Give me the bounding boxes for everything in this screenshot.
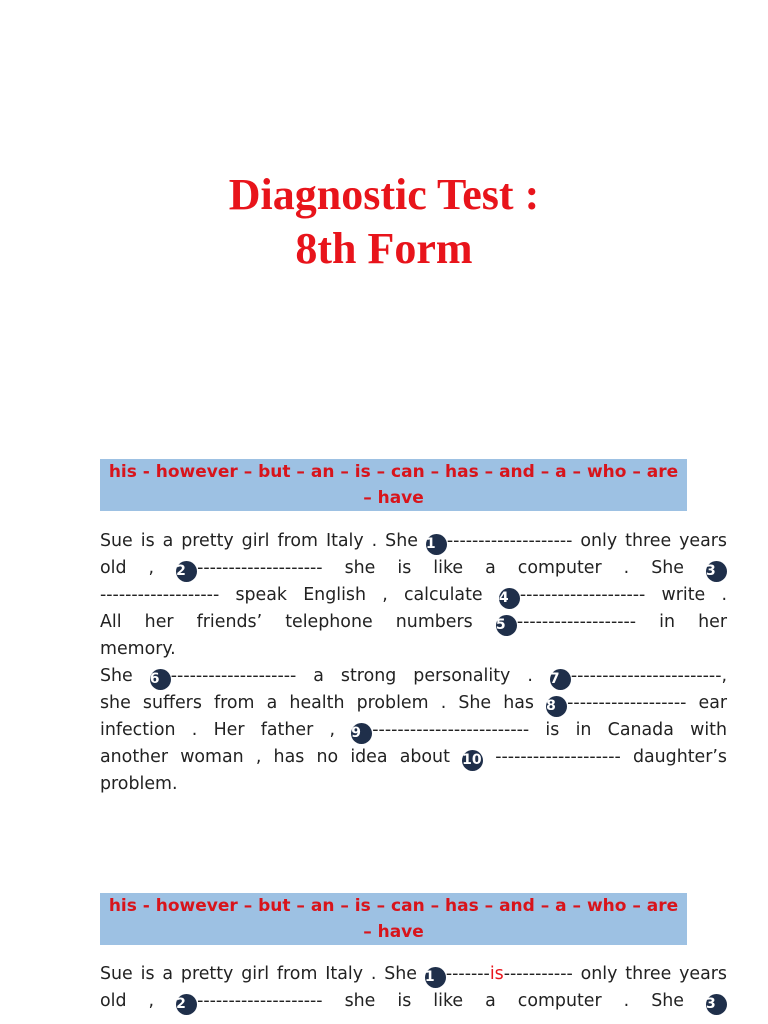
paragraph-line: problem. <box>100 773 178 794</box>
number-badge: 1 <box>426 534 447 555</box>
page-title <box>0 168 768 276</box>
title-line-1: Diagnostic Test : <box>228 170 540 219</box>
number-badge: 6 <box>150 669 171 690</box>
number-badge: 2 <box>176 561 197 582</box>
number-badge: 5 <box>496 615 517 636</box>
number-badge: 7 <box>550 669 571 690</box>
word-bank-box-1 <box>100 459 687 511</box>
paragraph-line: old , 2 -------------------- she is like a computer . She 3 <box>100 555 727 582</box>
word-bank-text: his - however – but – an – is – can – has – and – a – who – are – have <box>108 462 679 508</box>
answer-text: is <box>489 964 504 984</box>
number-badge: 3 <box>706 561 727 582</box>
number-badge: 9 <box>351 723 372 744</box>
paragraph-line: Sue is a pretty girl from Italy . She 1 -------------------- only three years <box>100 528 727 555</box>
paragraph-line: She 6 -------------------- a strong personality . 7 ------------------------, <box>100 663 727 690</box>
word-bank-box-2 <box>100 893 687 945</box>
paragraph-line: memory. <box>100 639 176 659</box>
number-badge: 8 <box>546 696 567 717</box>
number-badge: 2 <box>176 994 197 1015</box>
word-bank-text: his - however – but – an – is – can – has – and – a – who – are – have <box>108 896 679 942</box>
paragraph-line: she suffers from a health problem . She has 8 ------------------- ear <box>100 690 727 717</box>
number-badge: 10 <box>462 750 483 771</box>
number-badge: 3 <box>706 994 727 1015</box>
paragraph-line: old , 2 -------------------- she is like a computer . She 3 <box>100 988 727 1015</box>
paragraph-line: ------------------- speak English , calculate 4 -------------------- write . <box>100 582 727 609</box>
paragraph-line: All her friends’ telephone numbers 5 ------------------- in her <box>100 609 727 636</box>
paragraph-line: infection . Her father , 9 ------------------------- is in Canada with <box>100 717 727 744</box>
number-badge: 4 <box>499 588 520 609</box>
paragraph-line: Sue is a pretty girl from Italy . She 1 -------is----------- only three years <box>100 961 727 988</box>
number-badge: 1 <box>425 967 446 988</box>
exercise-paragraph-2 <box>100 961 727 1015</box>
exercise-paragraph-1 <box>100 528 727 798</box>
title-line-2: 8th Form <box>295 224 473 273</box>
paragraph-line: another woman , has no idea about 10 -------------------- daughter’s <box>100 744 727 771</box>
